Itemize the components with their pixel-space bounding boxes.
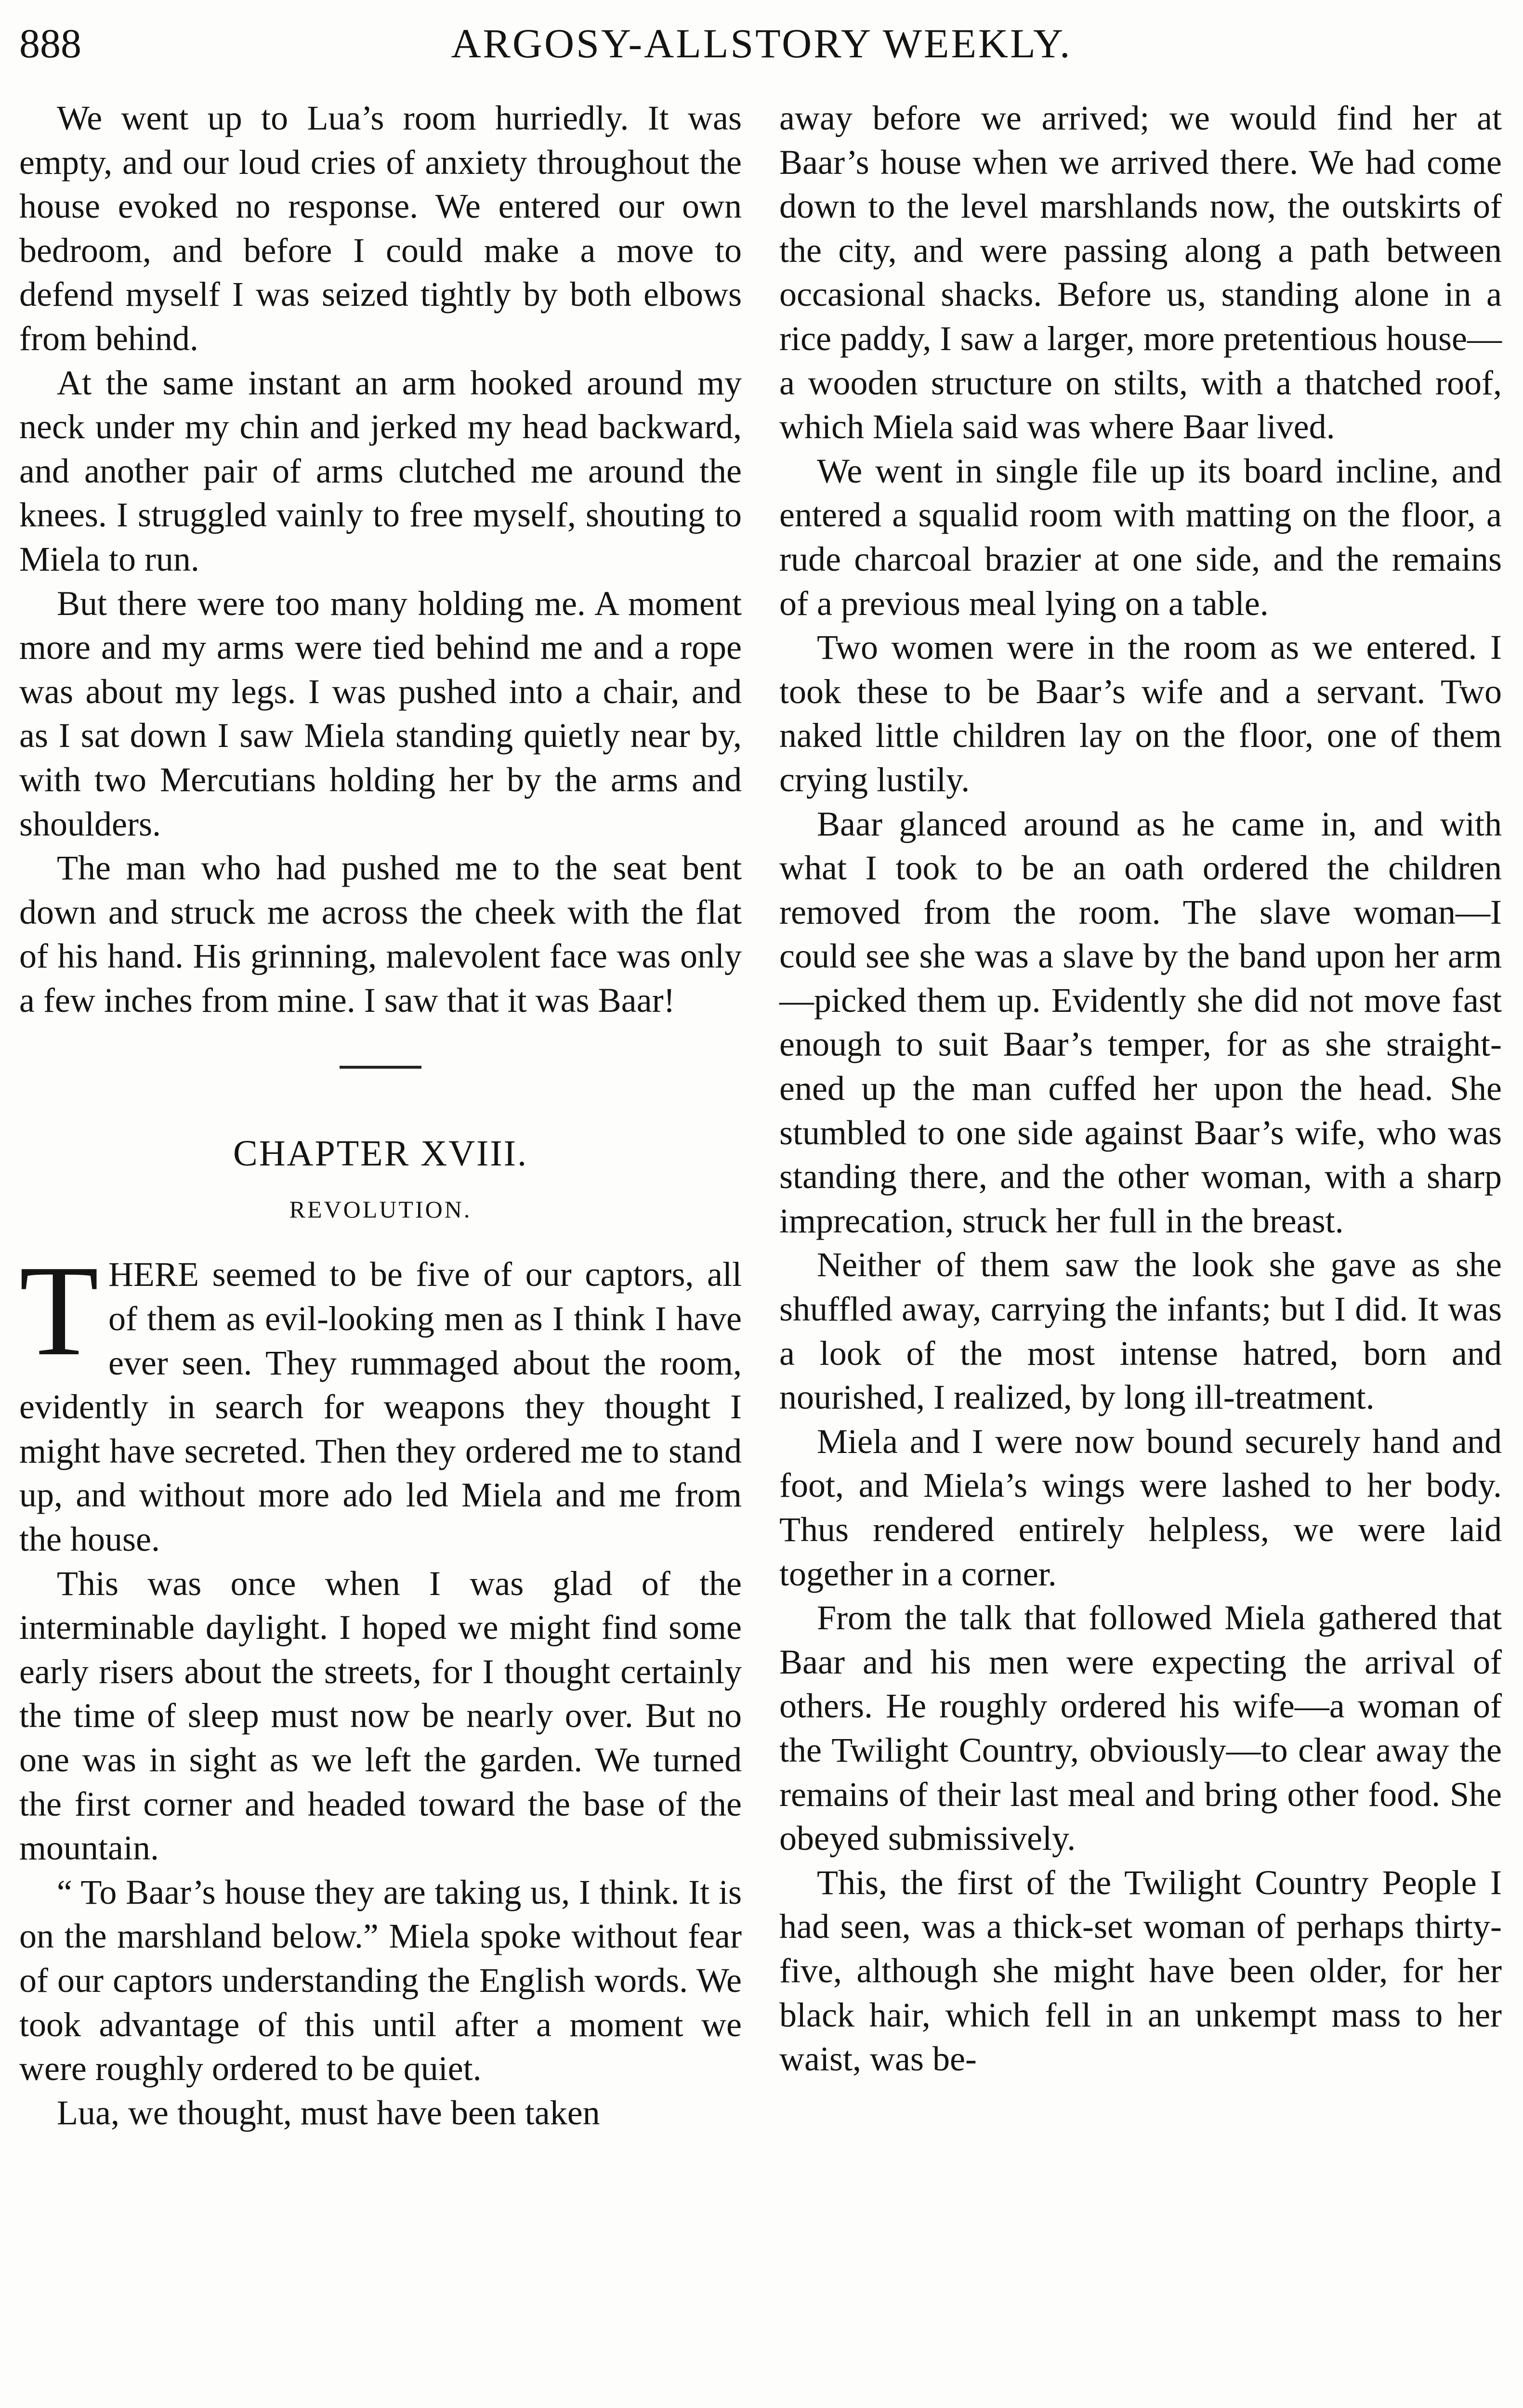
paragraph: We went in single file up its board incline, and entered a squalid room with matting on the floor, a rude charcoal brazier at one side, and the remains of a previous meal lying on a table. [779, 451, 1502, 623]
paragraph: Lua, we thought, must have been taken [57, 2093, 600, 2132]
right-column [779, 96, 1502, 2081]
paragraph: At the same instant an arm hooked around my neck under my chin and jerked my head backward, and another pair of arms clutched me around the knees. I struggled vainly to free myself, shouting to Miela to run. [19, 363, 742, 578]
paragraph: The man who had pushed me to the seat bent down and struck me across the cheek with the flat of his hand. His grinning, malevolent face was only a few inches from mine. I saw that it was Baar! [19, 849, 742, 1020]
chapter-first-paragraph [19, 1239, 742, 1561]
left-column [19, 96, 742, 2135]
paragraph: But there were too many holding me. A moment more and my arms were tied behind me and a rope was about my legs. I was pushed into a chair, and as I sat down I saw Miela standing quietly near by, with two Mercutians holding her by the arms and shoulders. [19, 584, 742, 843]
chapter-title: CHAPTER XVIII. [233, 1133, 528, 1174]
drop-cap: T [19, 1239, 99, 1383]
paragraph: Miela and I were now bound securely hand and foot, and Miela’s wings were lashed to her body. Thus rendered entirely helpless, we were laid together in a corner. [779, 1422, 1502, 1593]
section-divider [340, 1066, 421, 1069]
paragraph: From the talk that followed Miela gathered that Baar and his men were expecting the arrival of others. He roughly ordered his wife—a woman of the Twilight Country, obviously—to clear away the remains of their last meal and bring other food. She obeyed submissively. [779, 1598, 1502, 1858]
first-paragraph-text: HERE seemed to be five of our captors, all of them as evil-looking men as I think I have ever seen. They rummaged about the room, evidently in search for weapons they thought I might have secreted. Then they ordered me to stand up, and without more ado led Miela and me from the house. [19, 1255, 742, 1559]
paragraph: Neither of them saw the look she gave as she shuffled away, carrying the infants; but I did. It was a look of the most intense hatred, born and nourished, I realized, by long ill-treatment. [779, 1245, 1502, 1417]
paragraph: Baar glanced around as he came in, and with what I took to be an oath ordered the children removed from the room. The slave woman—I could see she was a slave by the band upon her arm—picked them up. Evidently she did not move fast enough to suit Baar’s temper, for as she straightened up the man cuffed her upon the head. She stumbled to one side against Baar’s wife, who was standing there, and the other woman, with a sharp imprecation, struck her full in the breast. [779, 804, 1502, 1240]
paragraph: This was once when I was glad of the interminable daylight. I hoped we might find some early risers about the streets, for I thought certainly the time of sleep must now be nearly over. But no one was in sight as we left the garden. We turned the first corner and headed toward the base of the mountain. [19, 1564, 742, 1868]
page-number: 888 [19, 20, 81, 66]
paragraph: Two women were in the room as we entered. I took these to be Baar’s wife and a servant. Two naked little children lay on the floor, one of them crying lustily. [779, 628, 1502, 799]
running-head: ARGOSY-ALLSTORY WEEKLY. [451, 20, 1072, 66]
page-header [19, 10, 1504, 101]
paragraph-continuation: away before we arrived; we would find her at Baar’s house when we arrived there. We had come down to the level marshlands now, the outskirts of the city, and were passing along a path between occasional shacks. Before us, standing alone in a rice paddy, I saw a larger, more pretentious house—a wooden structure on stilts, with a thatched roof, which Miela said was where Baar lived. [779, 99, 1502, 446]
chapter-subtitle: REVOLUTION. [289, 1196, 472, 1223]
paragraph: This, the first of the Twilight Country People I had seen, was a thick-set woman of perhaps thirty-five, although she might have been older, for her black hair, which fell in an unkempt mass to her waist, was be- [779, 1863, 1502, 2079]
paragraph: “ To Baar’s house they are taking us, I think. It is on the marshland below.” Miela spoke without fear of our captors understanding the English words. We took advantage of this until after a moment we were roughly ordered to be quiet. [19, 1872, 742, 2088]
paragraph: We went up to Lua’s room hurriedly. It was empty, and our loud cries of anxiety throughout the house evoked no response. We entered our own bedroom, and before I could make a move to defend myself I was seized tightly by both elbows from behind. [19, 99, 742, 358]
